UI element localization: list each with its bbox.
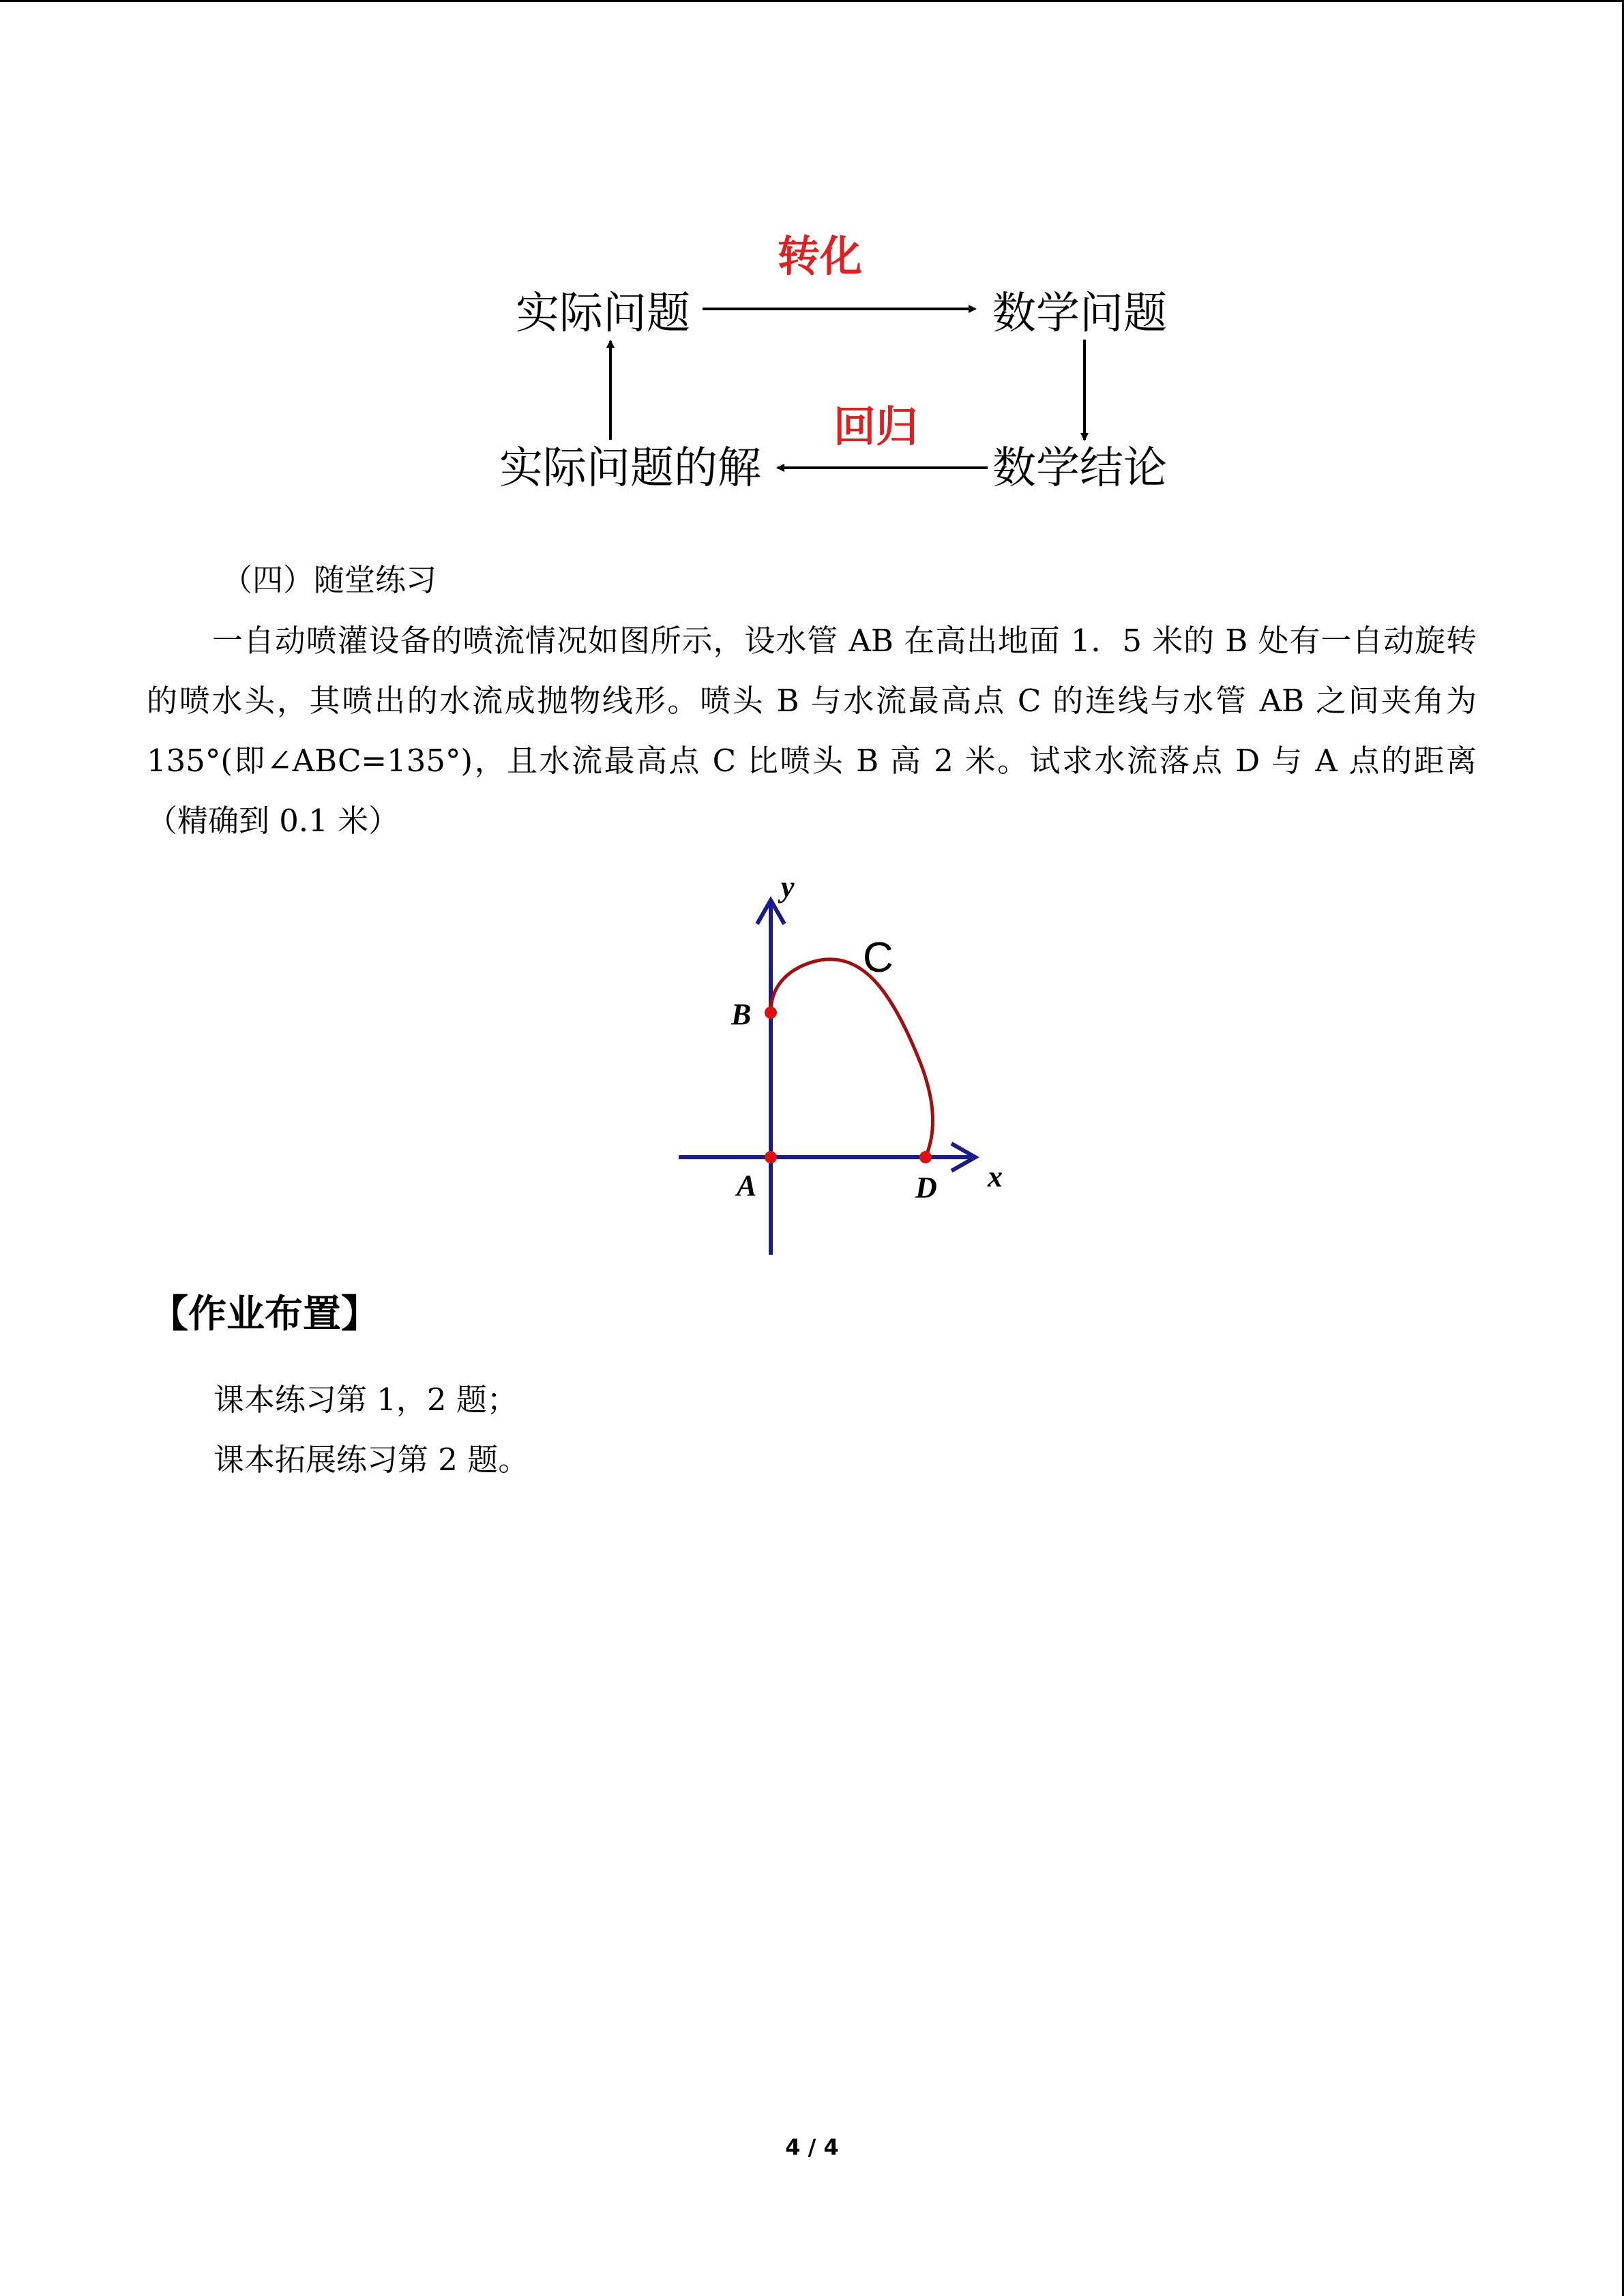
homework-item-1: 课本练习第 1，2 题； [213, 1382, 518, 1418]
label-transform: 转化 [778, 231, 863, 281]
node-math-conclusion: 数学结论 [992, 443, 1167, 494]
point-d [919, 1151, 932, 1163]
label-c: C [863, 934, 894, 981]
point-b [765, 1007, 777, 1019]
node-practical-solution: 实际问题的解 [499, 443, 761, 494]
homework-title: 【作业布置】 [150, 1292, 379, 1337]
parabola-figure [668, 866, 1023, 1268]
label-b: B [731, 998, 752, 1031]
flow-diagram [0, 0, 1624, 518]
label-d: D [915, 1171, 937, 1204]
node-math-problem: 数学问题 [992, 288, 1167, 339]
practice-problem: 一自动喷灌设备的喷流情况如图所示，设水管 AB 在高出地面 1．5 米的 B 处有一自动旋转的喷水头，其喷出的水流成抛物线形。喷头 B 与水流最高点 C 的连线与水管 AB 之间夹角为 135°(即∠ABC=135°)，且水流最高点 C 比喷头 B 高 2 米。试求水流落点 D 与 A 点的距离（精确到 0.1 米） [147, 623, 1477, 839]
label-x: x [988, 1160, 1003, 1193]
page-number: 4 / 4 [785, 2134, 839, 2160]
label-y: y [781, 870, 795, 904]
label-a: A [737, 1169, 757, 1202]
point-a [765, 1151, 777, 1163]
label-return: 回归 [833, 402, 919, 451]
node-practical-problem: 实际问题 [516, 288, 690, 339]
water-parabola [771, 959, 933, 1157]
homework-item-2: 课本拓展练习第 2 题。 [213, 1442, 529, 1478]
practice-heading: （四）随堂练习 [222, 562, 437, 598]
